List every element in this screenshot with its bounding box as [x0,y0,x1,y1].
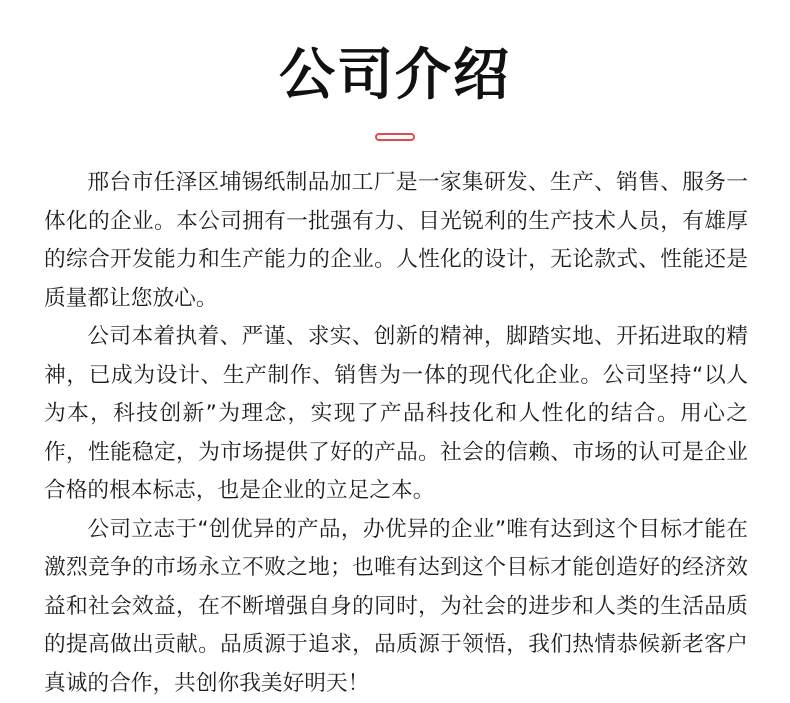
page-title: 公司介绍 [279,43,511,108]
intro-paragraph-1: 邢台市任泽区埔锡纸制品加工厂是一家集研发、生产、销售、服务一体化的企业。本公司拥有一批强有力、目光锐利的生产技术人员，有雄厚的综合开发能力和生产能力的企业。人性化的设计，无论款式、性能还是质量都让您放心。 [44,170,748,311]
intro-paragraph-3: 公司立志于“创优异的产品，办优异的企业”唯有达到这个目标才能在激烈竞争的市场永立不败之地；也唯有达到这个目标才能创造好的经济效益和社会效益，在不断增强自身的同时，为社会的进步和人类的生活品质的提高做出贡献。品质源于追求，品质源于领悟，我们热情恭候新老客户真诚的合作，共创你我美好明天！ [44,516,748,696]
intro-paragraph-2: 公司本着执着、严谨、求实、创新的精神，脚踏实地、开拓进取的精神，已成为设计、生产制作、销售为一体的现代化企业。公司坚持“以人为本，科技创新”为理念，实现了产品科技化和人性化的结合。用心之作，性能稳定，为市场提供了好的产品。社会的信赖、市场的认可是企业合格的根本标志，也是企业的立足之本。 [44,324,748,503]
title-divider [375,133,415,141]
intro-body [44,164,748,703]
